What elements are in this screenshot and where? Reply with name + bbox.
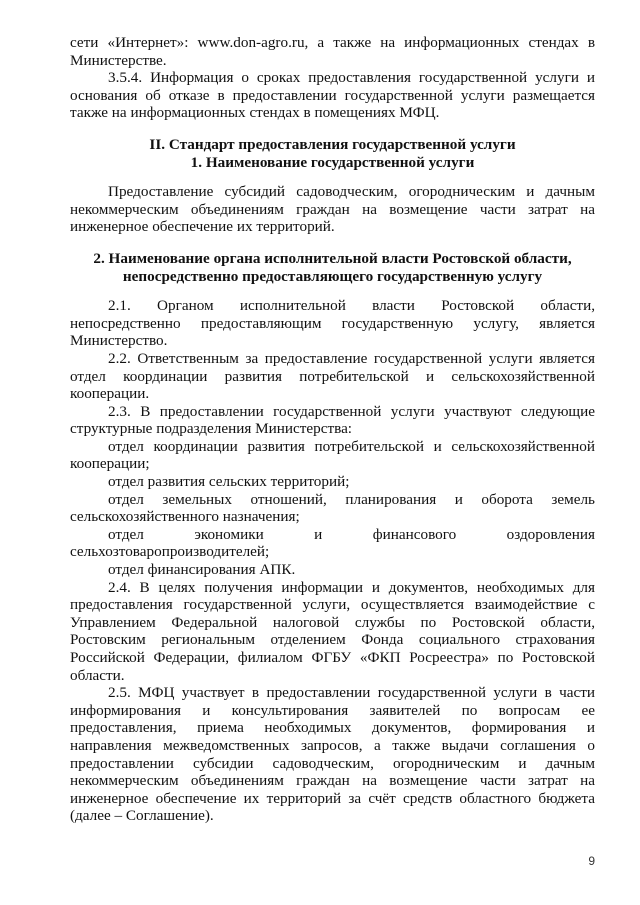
paragraph-2-4: 2.4. В целях получения информации и документов, необходимых для предоставления государственной услуги, осуществляется взаимодействие с Управлением Федеральной налоговой службы по Ростовской области, Ростовским региональным отделением Фонда социального страхования Российской Федерации, филиалом ФГБУ «ФКП Росреестра» по Ростовской области. bbox=[70, 578, 595, 684]
subsection-heading-1: 1. Наименование государственной услуги bbox=[190, 153, 475, 171]
service-name-paragraph: Предоставление субсидий садоводческим, огородническим и дачным некоммерческим объединениям граждан на возмещение части затрат на инженерное обеспечение их территорий. bbox=[70, 183, 595, 236]
paragraph-internet-sources: сети «Интернет»: www.don-agro.ru, а также на информационных стендах в Министерстве. bbox=[70, 34, 595, 69]
page-number: 9 bbox=[588, 854, 595, 868]
department-item: отдел экономики и финансового оздоровления сельхозтоваропроизводителей; bbox=[70, 525, 595, 561]
paragraph-3-5-4: 3.5.4. Информация о сроках предоставления государственной услуги и основания об отказе в предоставлении государственной услуги размещается также на информационных стендах в помещениях МФЦ. bbox=[70, 69, 595, 122]
department-item: отдел развития сельских территорий; bbox=[108, 473, 350, 491]
section-heading: II. Стандарт предоставления государственной услуги bbox=[149, 135, 516, 153]
paragraph-2-3: 2.3. В предоставлении государственной услуги участвуют следующие структурные подразделения Министерства: bbox=[70, 402, 595, 438]
paragraph-2-2: 2.2. Ответственным за предоставление государственной услуги является отдел координации развития потребительской и сельскохозяйственной кооперации. bbox=[70, 349, 595, 403]
department-item: отдел финансирования АПК. bbox=[108, 561, 296, 579]
paragraph-2-5: 2.5. МФЦ участвует в предоставлении государственной услуги в части информирования и консультирования заявителей по вопросам ее предоставления, приема необходимых документов, формирования и направления межведомственных запросов, а также выдачи соглашения о предоставлении субсидии садоводческим, огородническим и дачным некоммерческим объединениям граждан на возмещение части затрат на инженерное обеспечение их территорий за счёт средств областного бюджета (далее – Соглашение). bbox=[70, 684, 595, 825]
authority-heading: 2. Наименование органа исполнительной власти Ростовской области, непосредственно предоставляющего государственную услугу bbox=[93, 249, 572, 285]
department-item: отдел координации развития потребительской и сельскохозяйственной кооперации; bbox=[70, 437, 595, 473]
paragraph-2-1: 2.1. Органом исполнительной власти Ростовской области, непосредственно предоставляющим государственную услугу, является Министерство. bbox=[70, 297, 595, 350]
department-item: отдел земельных отношений, планирования и оборота земель сельскохозяйственного назначения; bbox=[70, 490, 595, 526]
document-page bbox=[70, 34, 595, 825]
